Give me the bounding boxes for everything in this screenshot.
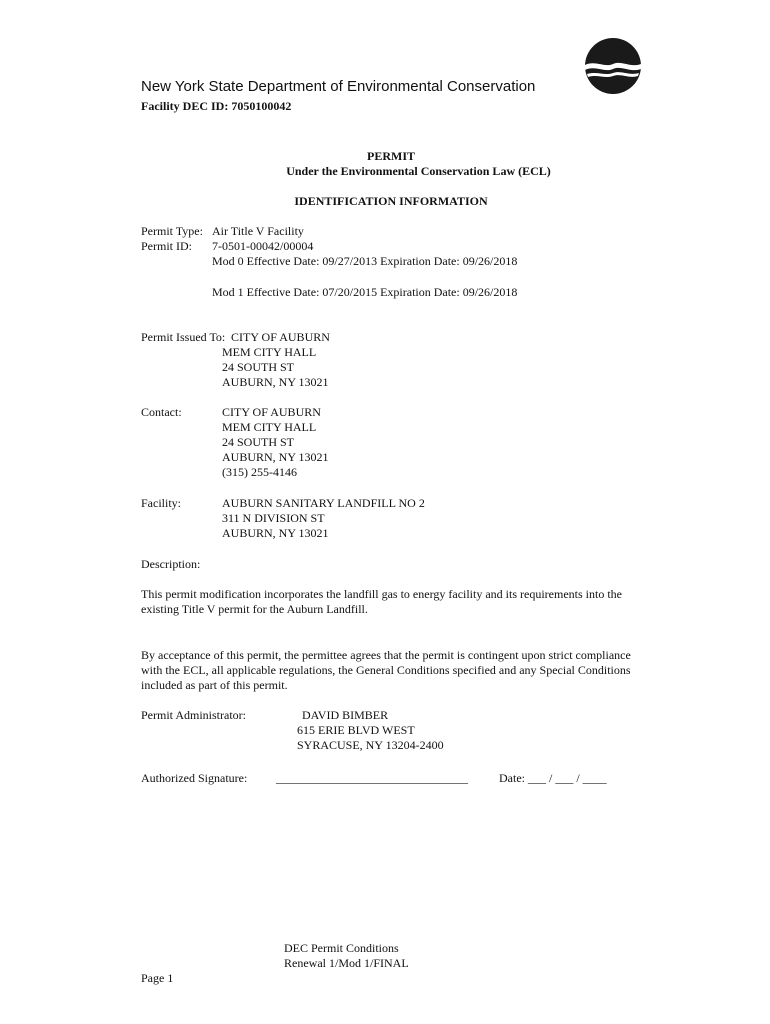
- administrator-label: Permit Administrator:: [141, 708, 246, 722]
- issued-to-line: CITY OF AUBURN: [231, 330, 330, 344]
- nysdec-logo-icon: [585, 38, 641, 94]
- permit-subtitle: Under the Environmental Conservation Law (ECL): [286, 164, 551, 178]
- agency-name: New York State Department of Environmental Conservation: [141, 78, 536, 95]
- facility-label: Facility:: [141, 496, 181, 510]
- issued-to-line: MEM CITY HALL: [222, 345, 317, 359]
- contact-line: 24 SOUTH ST: [222, 435, 295, 449]
- permit-title: PERMIT: [367, 149, 415, 163]
- contact-label: Contact:: [141, 405, 182, 419]
- contact-phone: (315) 255-4146: [222, 465, 297, 479]
- issued-to-line: AUBURN, NY 13021: [222, 375, 329, 389]
- permit-type-value: Air Title V Facility: [212, 224, 304, 238]
- signature-line[interactable]: ________________________________: [276, 771, 468, 785]
- administrator-line: DAVID BIMBER: [302, 708, 389, 722]
- footer-renewal: Renewal 1/Mod 1/FINAL: [284, 956, 409, 970]
- issued-to-label: Permit Issued To:: [141, 330, 226, 344]
- mod0-dates: Mod 0 Effective Date: 09/27/2013 Expiration Date: 09/26/2018: [212, 254, 518, 268]
- permit-id-value: 7-0501-00042/00004: [212, 239, 314, 253]
- contact-line: CITY OF AUBURN: [222, 405, 321, 419]
- administrator-line: SYRACUSE, NY 13204-2400: [297, 738, 444, 752]
- description-text: This permit modification incorporates the landfill gas to energy facility and its requirements into the existing Title V permit for the Auburn Landfill.: [141, 587, 622, 616]
- permit-id-label: Permit ID:: [141, 239, 192, 253]
- section-heading: IDENTIFICATION INFORMATION: [294, 194, 488, 208]
- acceptance-text: By acceptance of this permit, the permittee agrees that the permit is contingent upon strict compliance with the ECL, all applicable regulations, the General Conditions specified and any Special Conditions included as part of this permit.: [141, 648, 631, 692]
- facility-line: 311 N DIVISION ST: [222, 511, 325, 525]
- contact-line: MEM CITY HALL: [222, 420, 317, 434]
- mod1-dates: Mod 1 Effective Date: 07/20/2015 Expiration Date: 09/26/2018: [212, 285, 518, 299]
- footer-conditions: DEC Permit Conditions: [284, 941, 399, 955]
- page-number: Page 1: [141, 971, 174, 985]
- signature-date[interactable]: Date: ___ / ___ / ____: [499, 771, 607, 785]
- permit-type-label: Permit Type:: [141, 224, 203, 238]
- contact-line: AUBURN, NY 13021: [222, 450, 329, 464]
- facility-dec-id: Facility DEC ID: 7050100042: [141, 99, 292, 113]
- facility-line: AUBURN SANITARY LANDFILL NO 2: [222, 496, 425, 510]
- facility-line: AUBURN, NY 13021: [222, 526, 329, 540]
- description-label: Description:: [141, 557, 201, 571]
- signature-label: Authorized Signature:: [141, 771, 248, 785]
- administrator-line: 615 ERIE BLVD WEST: [297, 723, 415, 737]
- issued-to-line: 24 SOUTH ST: [222, 360, 295, 374]
